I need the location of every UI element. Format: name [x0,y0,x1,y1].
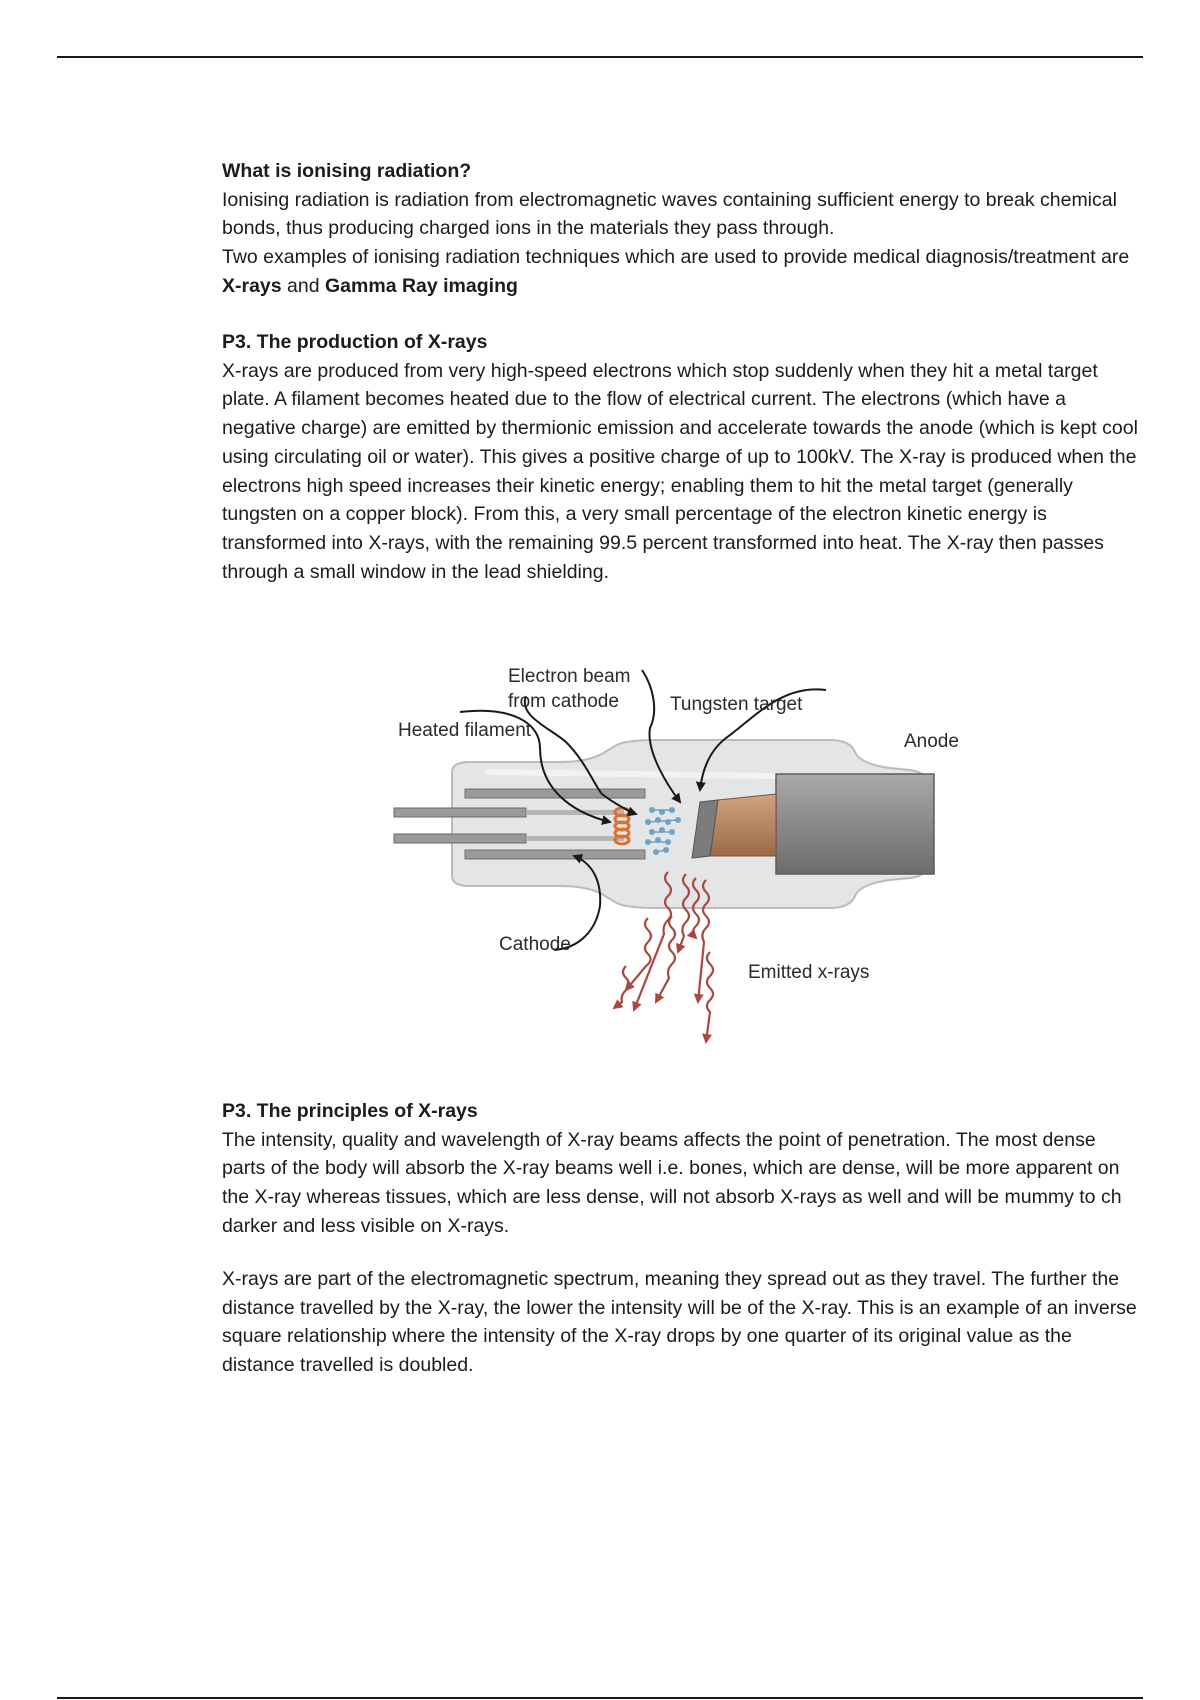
principles-section-continued [222,1265,1142,1380]
cathode-label: Cathode [499,934,571,955]
emitted-xrays-label: Emitted x-rays [748,962,870,983]
lead-wire-bottom [394,834,526,843]
production-heading: P3. The production of X-rays [222,331,488,353]
xray-wave-7 [706,952,713,1042]
production-paragraph: X-rays are produced from very high-speed electrons which stop suddenly when they hit a metal target plate. A filament becomes heated due to the flow of electrical current. The electrons (which have a negative charge) are emitted by thermionic emission and accelerate towards the anode (which is kept cool using circulating oil or water). This gives a positive charge of up to 100kV. The X-ray is produced when the electrons high speed increases their kinetic energy; enabling them to hit the metal target (generally tungsten on a copper block). From this, a very small percentage of the electron kinetic energy is transformed into X-rays, with the remaining 99.5 percent transformed into heat. The X-ray then passes through a small window in the lead shielding. [222,359,1138,583]
ionising-section [222,157,1142,301]
xray-wave-8 [614,966,629,1008]
principles-paragraph-2: X-rays are part of the electromagnetic spectrum, meaning they spread out as they travel. The further the distance travelled by the X-ray, the lower the intensity will be of the X-ray. This is an example of an inverse square relationship where the intensity of the X-ray drops by one quarter of its original value as the distance travelled is doubled. [222,1268,1137,1377]
anode-body [776,774,934,874]
xray-wave-5 [656,916,675,1002]
production-section [222,328,1142,586]
principles-section [222,1097,1142,1241]
principles-heading: P3. The principles of X-rays [222,1100,478,1122]
principles-paragraph-1: The intensity, quality and wavelength of X-ray beams affects the point of penetration. The most dense parts of the body will absorb the X-ray beams well i.e. bones, which are dense, will be more apparent on the X-ray whereas tissues, which are less dense, will not absorb X-rays as well and will be mummy to ch darker and less visible on X-rays. [222,1128,1122,1237]
ionising-paragraph-1: Ionising radiation is radiation from electromagnetic waves containing sufficient energy to break chemical bonds, thus producing charged ions in the materials they pass through. [222,188,1117,240]
wire-inner-bottom [526,836,624,841]
xrays-bold: X-rays [222,274,282,297]
anode-label: Anode [904,731,959,752]
copper-block [710,794,776,856]
bottom-rule [57,1697,1143,1699]
gamma-bold: Gamma Ray imaging [325,274,518,297]
wire-inner-top [526,810,624,815]
lead-wire-top [394,808,526,817]
ionising-paragraph-2 [222,243,1142,300]
xray-tube-diagram [390,662,990,1066]
top-rule [57,56,1143,58]
electron-beam-label-2: from cathode [508,691,619,712]
ionising-heading: What is ionising radiation? [222,160,472,182]
cathode-cup-bottom [465,850,645,859]
ionising-paragraph-2-text: Two examples of ionising radiation techniques which are used to provide medical diagnosis/treatment are [222,246,1130,269]
electron-beam-label-1: Electron beam [508,666,631,687]
heated-filament-label: Heated filament [398,720,532,741]
and-text: and [281,274,325,297]
tungsten-target-label: Tungsten target [670,694,803,715]
